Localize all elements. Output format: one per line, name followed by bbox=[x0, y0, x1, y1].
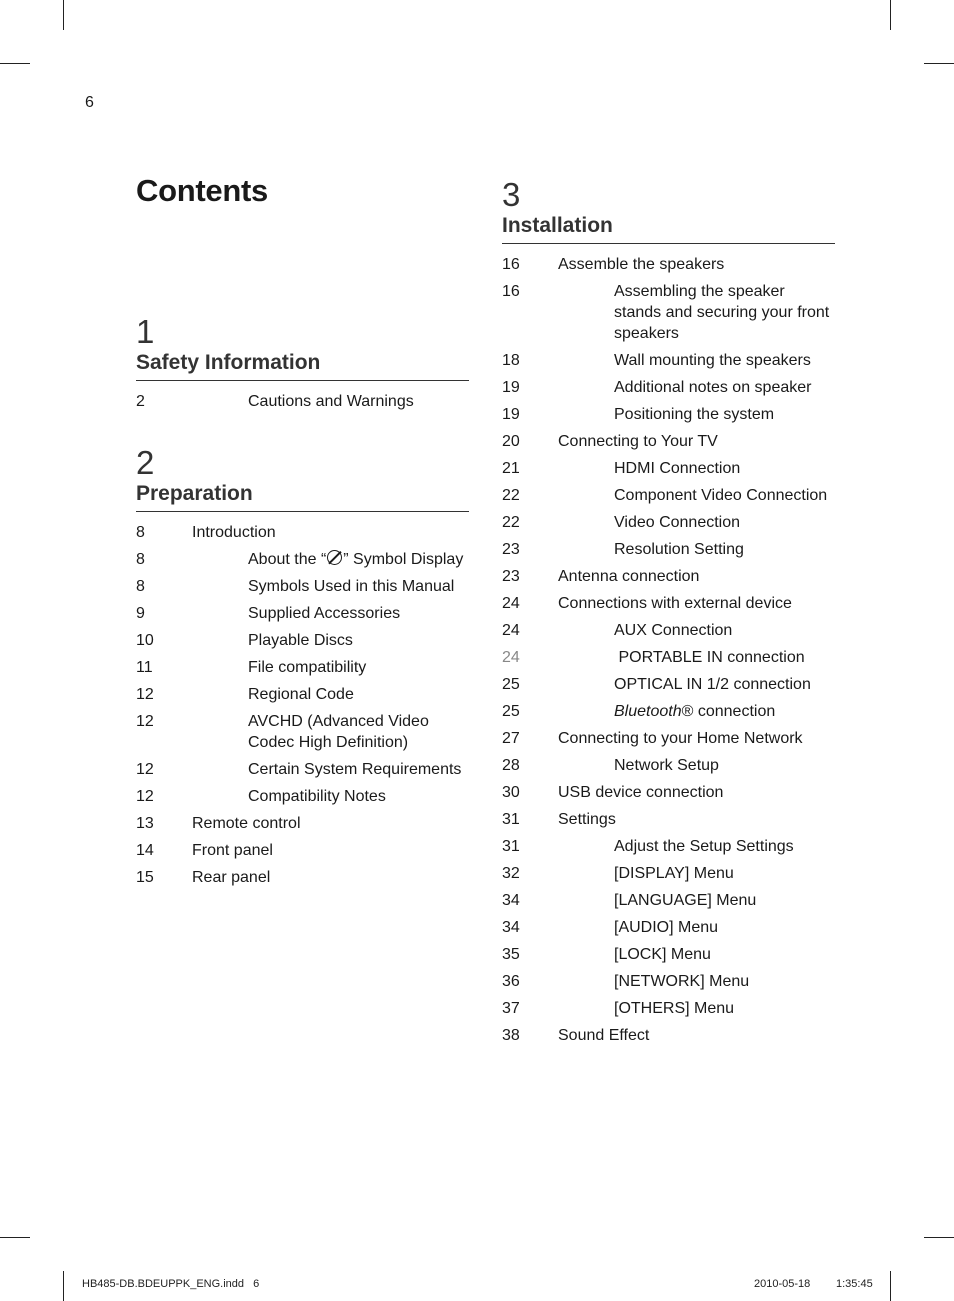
toc-entry[interactable] bbox=[502, 998, 835, 1019]
page-title: Contents bbox=[136, 173, 268, 208]
crop-mark bbox=[924, 63, 954, 64]
toc-entry[interactable] bbox=[136, 840, 469, 861]
toc-page-number: 31 bbox=[502, 838, 520, 855]
toc-entry[interactable] bbox=[502, 431, 835, 452]
toc-entry[interactable] bbox=[136, 576, 469, 597]
toc-entry-label: Playable Discs bbox=[248, 632, 353, 649]
bluetooth-label: Bluetooth bbox=[614, 703, 682, 720]
toc-page-number: 21 bbox=[502, 460, 520, 477]
toc-entry-label: Connections with external device bbox=[558, 595, 792, 612]
crop-mark bbox=[63, 0, 64, 30]
toc-entry-label: Front panel bbox=[192, 842, 273, 859]
toc-page-number: 31 bbox=[502, 811, 520, 828]
toc-entry[interactable] bbox=[502, 647, 835, 668]
toc-page-number: 24 bbox=[502, 595, 520, 612]
crop-mark bbox=[0, 63, 30, 64]
toc-entry[interactable] bbox=[136, 684, 469, 705]
section-installation bbox=[502, 177, 835, 1046]
toc-entry-label: Assembling the speaker stands and securing your front speakers bbox=[614, 283, 830, 342]
toc-page-number: 8 bbox=[136, 551, 145, 568]
toc-entry[interactable] bbox=[502, 836, 835, 857]
toc-entry[interactable] bbox=[136, 786, 469, 807]
toc-entry[interactable] bbox=[136, 603, 469, 624]
page-number: 6 bbox=[85, 94, 94, 111]
toc-entry-label: USB device connection bbox=[558, 784, 724, 801]
toc-page-number: 15 bbox=[136, 869, 154, 886]
toc-entry-label: PORTABLE IN connection bbox=[614, 649, 805, 666]
toc-page-number: 25 bbox=[502, 676, 520, 693]
toc-entry-label: OPTICAL IN 1/2 connection bbox=[614, 676, 811, 693]
toc-page-number: 38 bbox=[502, 1027, 520, 1044]
toc-entry[interactable] bbox=[136, 549, 469, 570]
section-number: 1 bbox=[136, 313, 155, 350]
toc-entry[interactable] bbox=[136, 391, 469, 412]
toc-entry-label: Assemble the speakers bbox=[558, 256, 725, 273]
toc-page-number: 32 bbox=[502, 865, 520, 882]
toc-entry-label: Symbols Used in this Manual bbox=[248, 578, 455, 595]
toc-entry-label: Component Video Connection bbox=[614, 487, 828, 504]
toc-page-number: 14 bbox=[136, 842, 154, 859]
toc-entry-label: Introduction bbox=[192, 524, 276, 541]
toc-entry-label: Additional notes on speaker bbox=[614, 379, 812, 396]
toc-entry[interactable] bbox=[136, 657, 469, 678]
toc-entry-label: [OTHERS] Menu bbox=[614, 1000, 735, 1017]
toc-entry[interactable] bbox=[502, 1025, 835, 1046]
toc-entry[interactable] bbox=[136, 522, 469, 543]
toc-entry-label-start: About the “ bbox=[248, 551, 327, 568]
toc-page-number: 19 bbox=[502, 379, 520, 396]
toc-entry[interactable] bbox=[502, 944, 835, 965]
toc-page-number: 12 bbox=[136, 713, 154, 730]
toc-entry[interactable] bbox=[502, 404, 835, 425]
toc-page-number: 13 bbox=[136, 815, 154, 832]
toc-entry-label: Supplied Accessories bbox=[248, 605, 401, 622]
crop-mark bbox=[0, 1237, 30, 1238]
toc-entry[interactable] bbox=[502, 863, 835, 884]
toc-entry-label: Positioning the system bbox=[614, 406, 775, 423]
toc-entry[interactable] bbox=[502, 350, 835, 371]
section-title: Installation bbox=[502, 213, 835, 244]
toc-page-number: 11 bbox=[136, 659, 153, 676]
crop-mark bbox=[924, 1237, 954, 1238]
toc-page-number: 34 bbox=[502, 892, 520, 909]
toc-page-number: 23 bbox=[502, 568, 520, 585]
toc-entry[interactable] bbox=[502, 281, 835, 344]
toc-page-number: 24 bbox=[502, 622, 520, 639]
toc-page-number: 20 bbox=[502, 433, 520, 450]
section-title: Preparation bbox=[136, 481, 469, 512]
toc-entry-label: [DISPLAY] Menu bbox=[614, 865, 734, 882]
toc-entry[interactable] bbox=[502, 674, 835, 695]
toc-entry-label: File compatibility bbox=[248, 659, 367, 676]
toc-page-number: 12 bbox=[136, 788, 154, 805]
toc-page-number: 9 bbox=[136, 605, 145, 622]
toc-entry[interactable] bbox=[502, 755, 835, 776]
toc-entry-label: Rear panel bbox=[192, 869, 271, 886]
toc-page-number: 23 bbox=[502, 541, 520, 558]
section-safety-information bbox=[136, 314, 469, 412]
no-entry-icon bbox=[327, 550, 342, 565]
toc-entry-label: Cautions and Warnings bbox=[248, 393, 414, 410]
toc-entry-label: Antenna connection bbox=[558, 568, 700, 585]
toc-entry-label: Certain System Requirements bbox=[248, 761, 462, 778]
toc-page-number: 16 bbox=[502, 256, 520, 273]
toc-page-number: 34 bbox=[502, 919, 520, 936]
toc-entry[interactable] bbox=[502, 917, 835, 938]
toc-entry-label: Adjust the Setup Settings bbox=[614, 838, 794, 855]
toc-entry-label: HDMI Connection bbox=[614, 460, 741, 477]
toc-page-number: 28 bbox=[502, 757, 520, 774]
section-title: Safety Information bbox=[136, 350, 469, 381]
toc-entry[interactable] bbox=[136, 630, 469, 651]
toc-entry[interactable] bbox=[502, 485, 835, 506]
toc-page-number: 8 bbox=[136, 524, 145, 541]
toc-entry-label: Connecting to your Home Network bbox=[558, 730, 803, 747]
toc-page-number: 10 bbox=[136, 632, 154, 649]
section-preparation bbox=[136, 445, 469, 888]
toc-entry-label: Connecting to Your TV bbox=[558, 433, 718, 450]
section-number: 2 bbox=[136, 444, 155, 481]
toc-entry[interactable] bbox=[136, 813, 469, 834]
crop-mark bbox=[890, 1271, 891, 1301]
section-number: 3 bbox=[502, 176, 521, 213]
toc-entry-label: Compatibility Notes bbox=[248, 788, 386, 805]
toc-entry-label-end: ” Symbol Display bbox=[343, 551, 464, 568]
toc-entry-label-end: ® connection bbox=[681, 703, 776, 720]
toc-entry[interactable] bbox=[502, 890, 835, 911]
toc-entry[interactable] bbox=[502, 512, 835, 533]
toc-entry-label: AUX Connection bbox=[614, 622, 733, 639]
toc-page-number: 8 bbox=[136, 578, 145, 595]
footer-date: 2010-05-18 bbox=[754, 1278, 811, 1290]
toc-entry[interactable] bbox=[502, 620, 835, 641]
toc-page-number: 18 bbox=[502, 352, 520, 369]
toc-entry-label: [NETWORK] Menu bbox=[614, 973, 750, 990]
toc-page-number: 12 bbox=[136, 761, 154, 778]
toc-entry-label: Settings bbox=[558, 811, 616, 828]
toc-entry-label: AVCHD (Advanced Video Codec High Definition) bbox=[248, 713, 429, 751]
toc-entry-label: Regional Code bbox=[248, 686, 354, 703]
crop-mark bbox=[63, 1271, 64, 1301]
toc-page-number: 37 bbox=[502, 1000, 520, 1017]
toc-entry-label: [LANGUAGE] Menu bbox=[614, 892, 757, 909]
toc-page-number: 30 bbox=[502, 784, 520, 801]
toc-entry-label: Wall mounting the speakers bbox=[614, 352, 811, 369]
toc-entry[interactable] bbox=[502, 971, 835, 992]
toc-entry-label: Resolution Setting bbox=[614, 541, 744, 558]
toc-entry[interactable] bbox=[136, 759, 469, 780]
toc-page-number: 27 bbox=[502, 730, 520, 747]
toc-entry-label: Network Setup bbox=[614, 757, 719, 774]
toc-page-number: 2 bbox=[136, 393, 145, 410]
toc-page-number: 24 bbox=[502, 649, 520, 666]
toc-entry[interactable] bbox=[502, 593, 835, 614]
crop-mark bbox=[890, 0, 891, 30]
toc-page-number: 22 bbox=[502, 487, 520, 504]
footer-time: 1:35:45 bbox=[836, 1278, 873, 1290]
toc-entry[interactable] bbox=[502, 809, 835, 830]
toc-entry-label: Remote control bbox=[192, 815, 301, 832]
toc-page-number: 25 bbox=[502, 703, 520, 720]
toc-entry[interactable] bbox=[136, 711, 469, 753]
toc-page-number: 35 bbox=[502, 946, 520, 963]
toc-page-number: 19 bbox=[502, 406, 520, 423]
right-column bbox=[502, 177, 835, 1052]
toc-page-number: 36 bbox=[502, 973, 520, 990]
toc-entry-label: Video Connection bbox=[614, 514, 741, 531]
toc-page-number: 12 bbox=[136, 686, 154, 703]
toc-entry-label: [AUDIO] Menu bbox=[614, 919, 719, 936]
left-column bbox=[136, 314, 469, 894]
toc-entry[interactable] bbox=[502, 728, 835, 749]
toc-entry-label: [LOCK] Menu bbox=[614, 946, 711, 963]
toc-entry[interactable] bbox=[502, 458, 835, 479]
toc-page-number: 22 bbox=[502, 514, 520, 531]
toc-page-number: 16 bbox=[502, 283, 520, 300]
toc-entry[interactable] bbox=[502, 539, 835, 560]
toc-entry[interactable] bbox=[502, 782, 835, 803]
toc-entry[interactable] bbox=[502, 254, 835, 275]
toc-entry[interactable] bbox=[136, 867, 469, 888]
toc-entry[interactable] bbox=[502, 566, 835, 587]
toc-entry[interactable] bbox=[502, 377, 835, 398]
toc-entry[interactable] bbox=[502, 701, 835, 722]
footer-file-info: HB485-DB.BDEUPPK_ENG.indd 6 bbox=[82, 1278, 260, 1290]
toc-entry-label: Sound Effect bbox=[558, 1027, 650, 1044]
